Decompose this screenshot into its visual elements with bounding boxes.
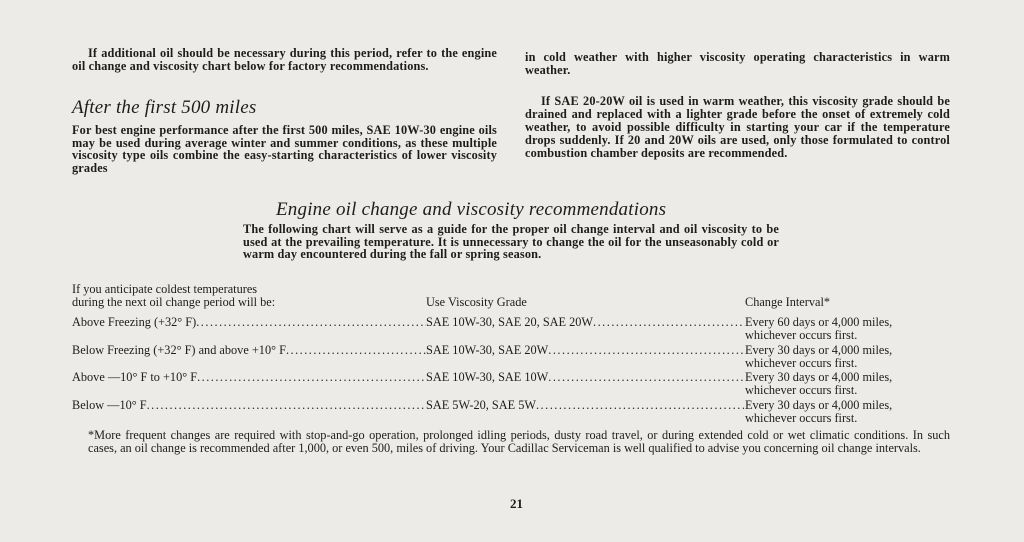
table-row	[72, 316, 952, 342]
grade-cell: SAE 10W-30, SAE 10W	[426, 371, 549, 384]
after-500-miles-body	[72, 124, 497, 175]
grade-cell: SAE 5W-20, SAE 5W	[426, 398, 536, 412]
section-intro-text: The following chart will serve as a guide for the proper oil change interval and oil viscosity to be used at the prevailing temperature. It is unnecessary to change the oil for the unseasonably cold or warm day encountered during the fall or spring season.	[243, 222, 779, 262]
paragraph-text: If SAE 20-20W oil is used in warm weather, this viscosity grade should be drained and replaced with a lighter grade before the onset of extremely cold weather, to avoid possible difficulty in starting your car if the temperature drops suddenly. If 20 and 20W oils are used, only those formulated to control combustion chamber deposits are recommended.	[525, 94, 950, 160]
after-500-miles-heading: After the first 500 miles	[72, 97, 257, 118]
dot-leader	[286, 344, 426, 357]
dot-leader	[548, 344, 745, 357]
temperature-cell: Below Freezing (+32° F) and above +10° F	[72, 343, 286, 357]
left-intro-paragraph	[72, 47, 497, 72]
grade-cell: SAE 10W-30, SAE 20W	[426, 343, 549, 357]
interval-note: whichever occurs first.	[745, 355, 858, 370]
dot-leader	[196, 316, 426, 329]
dot-leader	[147, 399, 426, 412]
table-row	[72, 344, 952, 370]
interval-cell: Every 30 days or 4,000 miles,	[745, 370, 893, 384]
interval-note: whichever occurs first.	[745, 328, 858, 342]
interval-cell: Every 30 days or 4,000 miles,	[745, 397, 893, 412]
table-row	[72, 399, 952, 425]
right-continuation	[525, 51, 950, 76]
interval-note: whichever occurs first.	[745, 410, 858, 425]
grade-cell: SAE 10W-30, SAE 20, SAE 20W	[426, 316, 594, 329]
page-number: 21	[510, 496, 523, 511]
viscosity-table	[72, 283, 952, 425]
interval-cell: Every 30 days or 4,000 miles,	[745, 342, 893, 357]
interval-note: whichever occurs first.	[745, 383, 858, 397]
intro-text: If additional oil should be necessary during this period, refer to the engine oil change and viscosity chart below for factory recommendations.	[72, 46, 497, 73]
table-footnote: *More frequent changes are required with stop-and-go operation, prolonged idling periods, dusty road travel, or during extended cold or wet climatic conditions. In such cases, an oil change is recommended after 1,000, or even 500, miles of driving. Your Cadillac Serviceman is well qualified to advise you concerning oil change intervals.	[88, 428, 950, 456]
dot-leader	[593, 316, 745, 329]
interval-cell: Every 60 days or 4,000 miles,	[745, 315, 893, 329]
section-intro	[243, 223, 779, 261]
continuation-text: in cold weather with higher viscosity operating characteristics in warm weather.	[525, 50, 950, 77]
table-row	[72, 371, 952, 397]
dot-leader	[548, 371, 745, 384]
dot-leader	[197, 371, 426, 384]
temperature-cell: Above Freezing (+32° F)	[72, 316, 197, 329]
temperature-cell: Below —10° F	[72, 398, 147, 412]
header-col2: Use Viscosity Grade	[426, 295, 527, 309]
body-text: For best engine performance after the first 500 miles, SAE 10W-30 engine oils may be used during average winter and summer conditions, as these multiple viscosity type oils combine the easy-starting characteristics of lower viscosity grades	[72, 123, 497, 176]
header-col3: Change Interval*	[745, 295, 831, 309]
sae-20-20w-paragraph	[525, 95, 950, 160]
header-col1-line2: during the next oil change period will be:	[72, 295, 276, 309]
dot-leader	[536, 399, 745, 412]
header-col1-line1: If you anticipate coldest temperatures	[72, 282, 258, 296]
temperature-cell: Above —10° F to +10° F	[72, 371, 198, 384]
section-heading: Engine oil change and viscosity recommendations	[276, 199, 667, 220]
table-header	[72, 283, 952, 309]
